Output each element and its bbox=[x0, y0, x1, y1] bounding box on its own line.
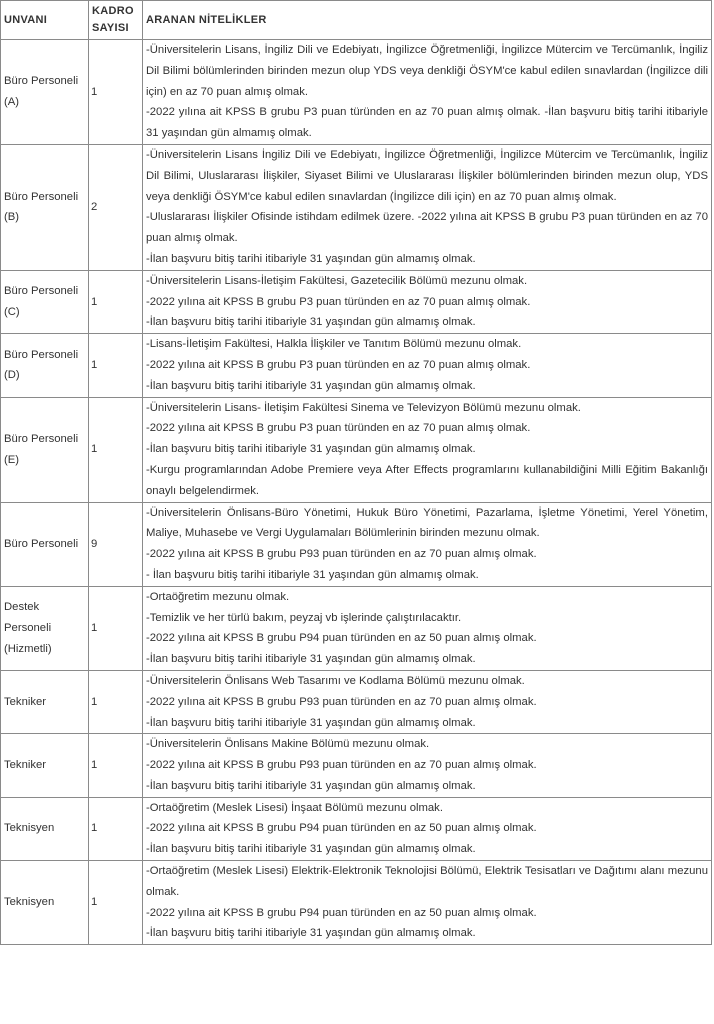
requirement-line: -Üniversitelerin Lisans-İletişim Fakültesi, Gazetecilik Bölümü mezunu olmak. bbox=[146, 274, 528, 287]
requirements-cell bbox=[143, 734, 712, 797]
table-row bbox=[1, 144, 712, 270]
requirement-line: -2022 yılına ait KPSS B grubu P93 puan türünden en az 70 puan almış olmak. bbox=[146, 759, 537, 772]
table-row bbox=[1, 734, 712, 797]
position-count: 1 bbox=[89, 586, 143, 670]
requirement-line: -İlan başvuru bitiş tarihi itibariyle 31 yaşından gün almamış olmak. bbox=[146, 653, 476, 666]
requirement-line: -2022 yılına ait KPSS B grubu P93 puan türünden en az 70 puan almış olmak. bbox=[146, 695, 537, 708]
table-header-row bbox=[1, 1, 712, 40]
position-count: 1 bbox=[89, 861, 143, 945]
requirement-line: -İlan başvuru bitiş tarihi itibariyle 31 yaşından gün almamış olmak. bbox=[146, 443, 476, 456]
table-row bbox=[1, 334, 712, 397]
table-row bbox=[1, 502, 712, 586]
requirement-line: -2022 yılına ait KPSS B grubu P94 puan türünden en az 50 puan almış olmak. bbox=[146, 822, 537, 835]
requirements-cell bbox=[143, 397, 712, 502]
requirement-line: -Üniversitelerin Önlisans Web Tasarımı ve Kodlama Bölümü mezunu olmak. bbox=[146, 674, 525, 687]
position-title: Büro Personeli (C) bbox=[1, 270, 89, 333]
position-title: Büro Personeli (E) bbox=[1, 397, 89, 502]
requirement-line: -İlan başvuru bitiş tarihi itibariyle 31 yaşından gün almamış olmak. bbox=[146, 252, 476, 265]
requirement-line: -İlan başvuru bitiş tarihi itibariyle 31 yaşından gün almamış olmak. bbox=[146, 379, 476, 392]
requirement-line: -2022 yılına ait KPSS B grubu P93 puan türünden en az 70 puan almış olmak. bbox=[146, 548, 537, 561]
requirement-line: -İlan başvuru bitiş tarihi itibariyle 31 yaşından gün almamış olmak. bbox=[146, 716, 476, 729]
requirements-cell bbox=[143, 670, 712, 733]
requirement-line: -Temizlik ve her türlü bakım, peyzaj vb işlerinde çalıştırılacaktır. bbox=[146, 611, 462, 624]
position-count: 1 bbox=[89, 670, 143, 733]
header-requirements: ARANAN NİTELİKLER bbox=[143, 1, 712, 40]
position-title: Teknisyen bbox=[1, 797, 89, 860]
position-count: 1 bbox=[89, 734, 143, 797]
requirement-line: -Lisans-İletişim Fakültesi, Halkla İlişkiler ve Tanıtım Bölümü mezunu olmak. bbox=[146, 338, 522, 351]
position-title: Büro Personeli bbox=[1, 502, 89, 586]
requirement-line: -Ortaöğretim mezunu olmak. bbox=[146, 590, 290, 603]
requirements-cell bbox=[143, 334, 712, 397]
requirement-line: -İlan başvuru bitiş tarihi itibariyle 31 yaşından gün almamış olmak. bbox=[146, 316, 476, 329]
requirements-cell bbox=[143, 40, 712, 145]
requirements-cell bbox=[143, 502, 712, 586]
requirement-line: -Ortaöğretim (Meslek Lisesi) Elektrik-Elektronik Teknolojisi Bölümü, Elektrik Tesisatları ve Dağıtımı alanı mezunu olmak. bbox=[146, 865, 708, 898]
requirements-cell bbox=[143, 797, 712, 860]
position-count: 2 bbox=[89, 144, 143, 270]
requirement-line: -İlan başvuru bitiş tarihi itibariyle 31 yaşından gün almamış olmak. bbox=[146, 779, 476, 792]
requirement-line: -Üniversitelerin Önlisans Makine Bölümü mezunu olmak. bbox=[146, 738, 430, 751]
table-row bbox=[1, 861, 712, 945]
table-row bbox=[1, 40, 712, 145]
requirement-line: -Üniversitelerin Lisans, İngiliz Dili ve Edebiyatı, İngilizce Öğretmenliği, İngilizce Mütercim ve Tercümanlık, İngiliz Dil Bilimi bölümlerinden birinden mezun olup YDS veya denkliği ÖSYM'ce kabul edilen sınavlardan (İngilizce dili için) en az 70 puan almış olmak. bbox=[146, 44, 708, 98]
requirement-line: -Üniversitelerin Lisans İngiliz Dili ve Edebiyatı, İngilizce Öğretmenliği, İngilizce Mütercim ve Tercümanlık, İngiliz Dil Bilimi, Uluslararası İlişkiler, Siyaset Bilimi ve Uluslararası İlişkiler bölümlerinden birinden mezun olup, YDS veya denkliği ÖSYM'ce kabul edilen sınavlardan (İngilizce dili için) en az 70 puan almış olmak. bbox=[146, 148, 708, 203]
requirement-line: -2022 yılına ait KPSS B grubu P94 puan türünden en az 50 puan almış olmak. bbox=[146, 632, 537, 645]
requirements-cell bbox=[143, 586, 712, 670]
position-title: Teknisyen bbox=[1, 861, 89, 945]
requirement-line: -2022 yılına ait KPSS B grubu P3 puan türünden en az 70 puan almış olmak. bbox=[146, 358, 531, 371]
table-row bbox=[1, 586, 712, 670]
requirement-line: -Üniversitelerin Önlisans-Büro Yönetimi, Hukuk Büro Yönetimi, Pazarlama, İşletme Yönetimi, Yerel Yönetim, Maliye, Muhasebe ve Vergi Uygulamaları Bölümlerinin birinden mezunu olmak. bbox=[146, 506, 708, 540]
table-body bbox=[1, 40, 712, 945]
position-title: Büro Personeli (B) bbox=[1, 144, 89, 270]
position-count: 1 bbox=[89, 270, 143, 333]
header-title: UNVANI bbox=[1, 1, 89, 40]
table-row bbox=[1, 270, 712, 333]
requirement-line: -Ortaöğretim (Meslek Lisesi) İnşaat Bölümü mezunu olmak. bbox=[146, 801, 443, 814]
requirement-line: -İlan başvuru bitiş tarihi itibariyle 31 yaşından gün almamış olmak. bbox=[146, 843, 476, 856]
requirement-line: -Uluslararası İlişkiler Ofisinde istihdam edilmek üzere. -2022 yılına ait KPSS B grubu P3 puan türünden en az 70 puan almış olmak. bbox=[146, 211, 708, 245]
header-count: KADRO SAYISI bbox=[89, 1, 143, 40]
position-title: Tekniker bbox=[1, 734, 89, 797]
position-count: 1 bbox=[89, 397, 143, 502]
requirements-cell bbox=[143, 144, 712, 270]
position-title: Tekniker bbox=[1, 670, 89, 733]
position-title: Büro Personeli (A) bbox=[1, 40, 89, 145]
table-row bbox=[1, 797, 712, 860]
requirement-line: -2022 yılına ait KPSS B grubu P94 puan türünden en az 50 puan almış olmak. bbox=[146, 906, 537, 919]
requirement-line: -2022 yılına ait KPSS B grubu P3 puan türünden en az 70 puan almış olmak. bbox=[146, 295, 531, 308]
position-title: Büro Personeli (D) bbox=[1, 334, 89, 397]
requirement-line: -2022 yılına ait KPSS B grubu P3 puan türünden en az 70 puan almış olmak. -İlan başvuru bitiş tarihi itibariyle 31 yaşından gün almamış olmak. bbox=[146, 106, 708, 140]
requirement-line: - İlan başvuru bitiş tarihi itibariyle 31 yaşından gün almamış olmak. bbox=[146, 568, 479, 581]
requirement-line: -Kurgu programlarından Adobe Premiere veya After Effects programlarını kullanabildiğini Milli Eğitim Bakanlığı onaylı belgelendirmek. bbox=[146, 463, 708, 497]
requirement-line: -Üniversitelerin Lisans- İletişim Fakültesi Sinema ve Televizyon Bölümü mezunu olmak. bbox=[146, 401, 581, 414]
position-count: 1 bbox=[89, 797, 143, 860]
position-count: 1 bbox=[89, 334, 143, 397]
requirements-cell bbox=[143, 861, 712, 945]
requirement-line: -İlan başvuru bitiş tarihi itibariyle 31 yaşından gün almamış olmak. bbox=[146, 927, 476, 940]
position-count: 9 bbox=[89, 502, 143, 586]
position-title: Destek Personeli (Hizmetli) bbox=[1, 586, 89, 670]
position-count: 1 bbox=[89, 40, 143, 145]
requirements-cell bbox=[143, 270, 712, 333]
requirement-line: -2022 yılına ait KPSS B grubu P3 puan türünden en az 70 puan almış olmak. bbox=[146, 422, 531, 435]
table-row bbox=[1, 670, 712, 733]
table-row bbox=[1, 397, 712, 502]
